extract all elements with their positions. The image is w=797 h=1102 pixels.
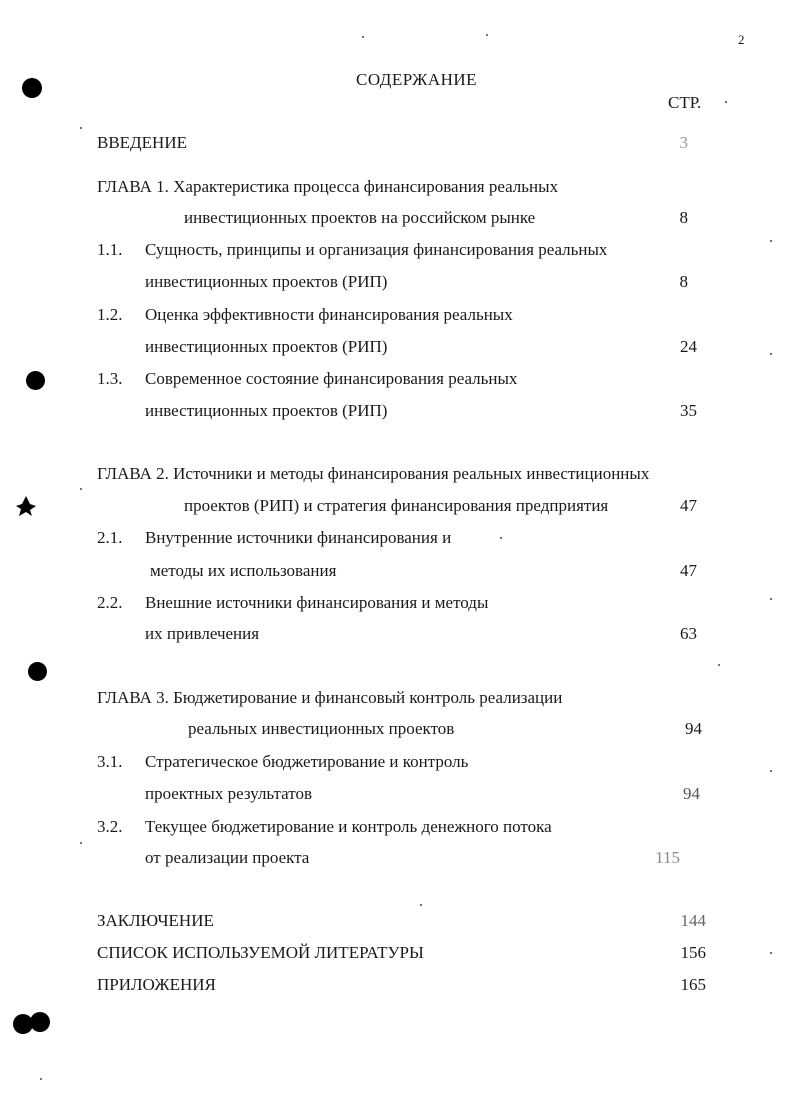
toc-chapter1-line1: ГЛАВА 1. Характеристика процесса финансирования реальных xyxy=(97,177,559,196)
toc-section-line1: Сущность, принципы и организация финансирования реальных xyxy=(145,240,608,259)
page-column-label: СТР. xyxy=(668,93,702,112)
toc-section-page: 94 xyxy=(683,784,700,803)
toc-chapter3-line2: реальных инвестиционных проектов xyxy=(188,719,455,738)
toc-chapter1-page: 8 xyxy=(679,208,688,227)
page-number: 2 xyxy=(738,32,745,47)
binder-hole xyxy=(22,78,42,98)
page-title: СОДЕРЖАНИЕ xyxy=(356,70,478,89)
toc-section-line2: методы их использования xyxy=(150,561,337,580)
toc-section-number: 3.1. xyxy=(97,752,123,771)
toc-chapter3-line1: ГЛАВА 3. Бюджетирование и финансовый контроль реализации xyxy=(97,688,563,707)
toc-section-page: 8 xyxy=(679,272,688,291)
toc-chapter2-page: 47 xyxy=(680,496,697,515)
toc-appendices-page: 165 xyxy=(680,975,706,994)
toc-section-page: 35 xyxy=(680,401,697,420)
toc-section-page: 115 xyxy=(655,848,680,867)
toc-appendices-label: ПРИЛОЖЕНИЯ xyxy=(97,975,216,994)
toc-section-number: 1.3. xyxy=(97,369,123,388)
toc-section-number: 2.1. xyxy=(97,528,123,547)
toc-section-line2: инвестиционных проектов (РИП) xyxy=(145,337,388,356)
toc-conclusion-page: 144 xyxy=(680,911,706,930)
toc-section-line1: Внутренние источники финансирования и xyxy=(145,528,452,547)
scan-blot-icon xyxy=(14,494,38,518)
toc-section-number: 3.2. xyxy=(97,817,123,836)
binder-hole xyxy=(30,1012,50,1032)
toc-section-line1: Оценка эффективности финансирования реальных xyxy=(145,305,513,324)
binder-hole xyxy=(26,371,45,390)
toc-chapter1-line2: инвестиционных проектов на российском рынке xyxy=(184,208,536,227)
toc-section-line2: от реализации проекта xyxy=(145,848,310,867)
toc-section-line2: их привлечения xyxy=(145,624,260,643)
toc-bibliography-page: 156 xyxy=(680,943,706,962)
toc-section-number: 1.2. xyxy=(97,305,123,324)
toc-section-page: 24 xyxy=(680,337,697,356)
toc-intro-page: 3 xyxy=(679,133,688,152)
toc-section-line2: инвестиционных проектов (РИП) xyxy=(145,272,388,291)
toc-section-number: 2.2. xyxy=(97,593,123,612)
toc-section-page: 47 xyxy=(680,561,697,580)
toc-section-page: 63 xyxy=(680,624,697,643)
toc-chapter2-line1: ГЛАВА 2. Источники и методы финансирования реальных инвестиционных xyxy=(97,464,650,483)
toc-section-line1: Современное состояние финансирования реальных xyxy=(145,369,518,388)
toc-section-line2: проектных результатов xyxy=(145,784,313,803)
toc-intro-label: ВВЕДЕНИЕ xyxy=(97,133,187,152)
toc-section-line1: Стратегическое бюджетирование и контроль xyxy=(145,752,469,771)
toc-chapter2-line2: проектов (РИП) и стратегия финансирования предприятия xyxy=(184,496,609,515)
binder-hole xyxy=(28,662,47,681)
toc-bibliography-label: СПИСОК ИСПОЛЬЗУЕМОЙ ЛИТЕРАТУРЫ xyxy=(97,943,424,962)
toc-section-line2: инвестиционных проектов (РИП) xyxy=(145,401,388,420)
toc-conclusion-label: ЗАКЛЮЧЕНИЕ xyxy=(97,911,214,930)
toc-section-number: 1.1. xyxy=(97,240,123,259)
toc-section-line1: Текущее бюджетирование и контроль денежного потока xyxy=(145,817,552,836)
toc-chapter3-page: 94 xyxy=(685,719,702,738)
toc-section-line1: Внешние источники финансирования и методы xyxy=(145,593,489,612)
